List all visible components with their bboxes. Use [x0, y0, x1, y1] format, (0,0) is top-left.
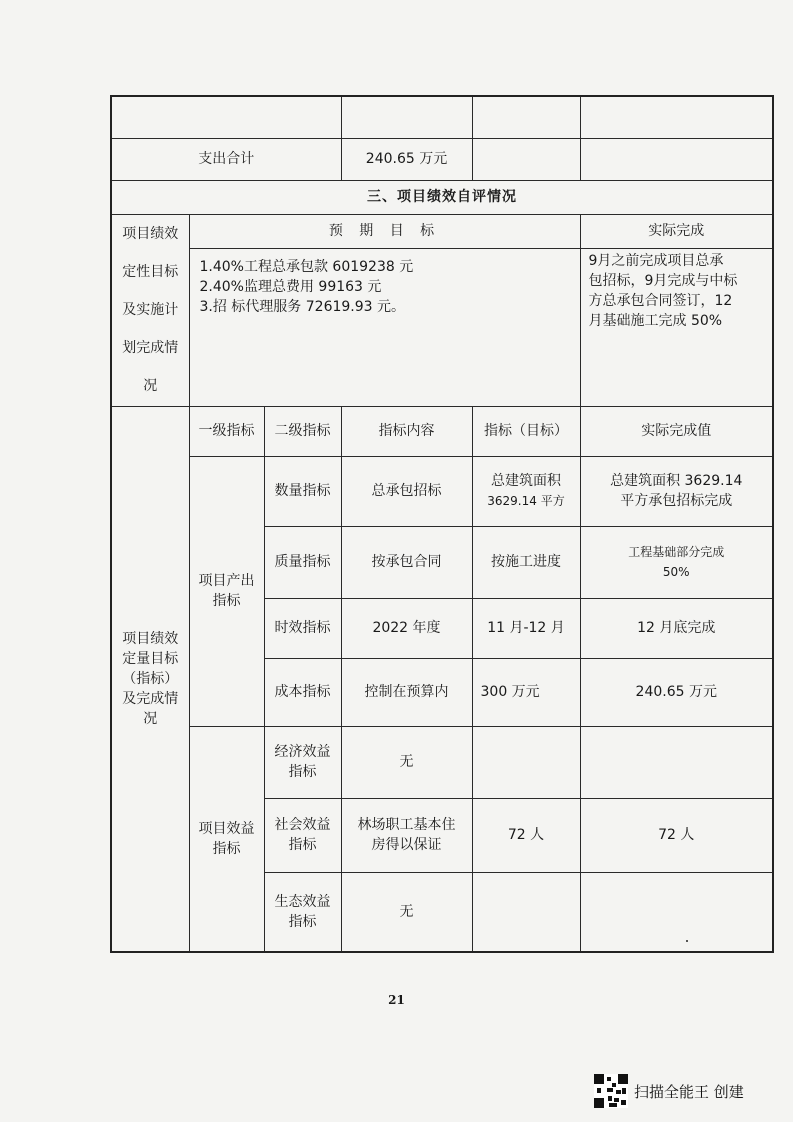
name-line: 社会效益 [274, 817, 331, 833]
social-indicator-name [264, 798, 341, 872]
output-group-line: 指标 [212, 593, 241, 609]
actual-complete-header: 实际完成 [580, 214, 773, 248]
name-line: 生态效益 [274, 893, 331, 910]
name-line: 指标 [288, 913, 317, 930]
actual-line: 包招标，9月完成与中标 [588, 272, 738, 289]
cost-indicator-target: 300 万元 [472, 658, 580, 726]
page-number: 21 [388, 993, 405, 1007]
goal-item: 1.40%工程总承包款 6019238 元 [199, 258, 414, 275]
actual-complete-text [580, 248, 773, 406]
quantity-indicator-actual [580, 456, 773, 526]
header-level1: 一级指标 [189, 406, 264, 456]
header-content: 指标内容 [341, 406, 472, 456]
timeliness-indicator-name: 时效指标 [264, 598, 341, 658]
expense-total-value: 240.65 万元 [341, 138, 472, 180]
social-indicator-content [341, 798, 472, 872]
qualitative-label-line: 及实施计 [122, 302, 179, 318]
expense-total-label: 支出合计 [111, 138, 341, 180]
actual-line: 9月之前完成项目总承 [588, 252, 724, 269]
expected-goals-header: 预 期 目 标 [189, 214, 580, 248]
quantitative-label-line: 况 [143, 710, 158, 727]
timeliness-indicator-content: 2022 年度 [341, 598, 472, 658]
economic-indicator-content: 无 [341, 726, 472, 798]
section-title: 三、项目绩效自评情况 [111, 180, 773, 214]
quantity-indicator-target [472, 456, 580, 526]
expected-goals-list [189, 248, 580, 406]
blank-cell [111, 96, 341, 138]
name-line: 经济效益 [274, 744, 331, 760]
quantitative-label-line: 定量目标 [122, 650, 179, 667]
header-target: 指标（目标） [472, 406, 580, 456]
blank-cell [580, 138, 773, 180]
output-group-label [189, 456, 264, 726]
benefit-group-line: 项目效益 [198, 820, 255, 837]
social-indicator-target: 72 人 [472, 798, 580, 872]
qualitative-label-line: 项目绩效 [122, 226, 179, 242]
target-line: 3629.14 平方 [487, 494, 565, 508]
quantitative-label-line: 及完成情 [122, 690, 179, 707]
timeliness-indicator-actual: 12 月底完成 [580, 598, 773, 658]
blank-cell [472, 138, 580, 180]
scanner-label: 扫描全能王 创建 [634, 1082, 744, 1101]
cost-indicator-name: 成本指标 [264, 658, 341, 726]
content-line: 林场职工基本住 [357, 817, 456, 833]
goal-item: 2.40%监理总费用 99163 元 [199, 278, 382, 295]
blank-cell [472, 96, 580, 138]
qualitative-label-line: 况 [143, 378, 158, 394]
blank-cell [472, 726, 580, 798]
name-line: 指标 [288, 837, 317, 853]
blank-cell [580, 726, 773, 798]
header-actual: 实际完成值 [580, 406, 773, 456]
actual-line: 总建筑面积 3629.14 [610, 473, 743, 489]
actual-line: 月基础施工完成 50% [588, 312, 723, 329]
quality-indicator-actual [580, 526, 773, 598]
benefit-group-label [189, 726, 264, 952]
quantity-indicator-name: 数量指标 [264, 456, 341, 526]
actual-line: 工程基础部分完成 [628, 545, 725, 559]
qr-code-icon [594, 1074, 628, 1108]
blank-cell [472, 872, 580, 952]
quality-indicator-content: 按承包合同 [341, 526, 472, 598]
quantitative-label-line: 项目绩效 [122, 630, 179, 647]
qualitative-label-line: 划完成情 [122, 340, 179, 356]
goal-item: 3.招 标代理服务 72619.93 元。 [199, 298, 406, 315]
qualitative-label-line: 定性目标 [122, 264, 179, 280]
scanner-watermark [594, 1073, 744, 1109]
content-line: 房得以保证 [371, 837, 442, 853]
actual-line: 50% [662, 565, 690, 579]
actual-line: 平方承包招标完成 [620, 493, 733, 509]
target-line: 总建筑面积 [491, 473, 561, 489]
benefit-group-line: 指标 [212, 840, 241, 857]
output-group-line: 项目产出 [198, 573, 255, 589]
header-level2: 二级指标 [264, 406, 341, 456]
social-indicator-actual: 72 人 [580, 798, 773, 872]
quantity-indicator-content: 总承包招标 [341, 456, 472, 526]
economic-indicator-name [264, 726, 341, 798]
actual-line: 方总承包合同签订，12 [588, 292, 733, 309]
timeliness-indicator-target: 11 月-12 月 [472, 598, 580, 658]
quantitative-label [111, 406, 189, 952]
qualitative-label [111, 214, 189, 406]
blank-cell [580, 96, 773, 138]
performance-table [110, 95, 774, 953]
scan-speck [686, 940, 688, 942]
quality-indicator-target: 按施工进度 [472, 526, 580, 598]
quality-indicator-name: 质量指标 [264, 526, 341, 598]
quantitative-label-line: （指标） [122, 670, 179, 687]
name-line: 指标 [288, 764, 317, 780]
cost-indicator-content: 控制在预算内 [341, 658, 472, 726]
blank-cell [580, 872, 773, 952]
ecological-indicator-content: 无 [341, 872, 472, 952]
blank-cell [341, 96, 472, 138]
cost-indicator-actual: 240.65 万元 [580, 658, 773, 726]
ecological-indicator-name [264, 872, 341, 952]
